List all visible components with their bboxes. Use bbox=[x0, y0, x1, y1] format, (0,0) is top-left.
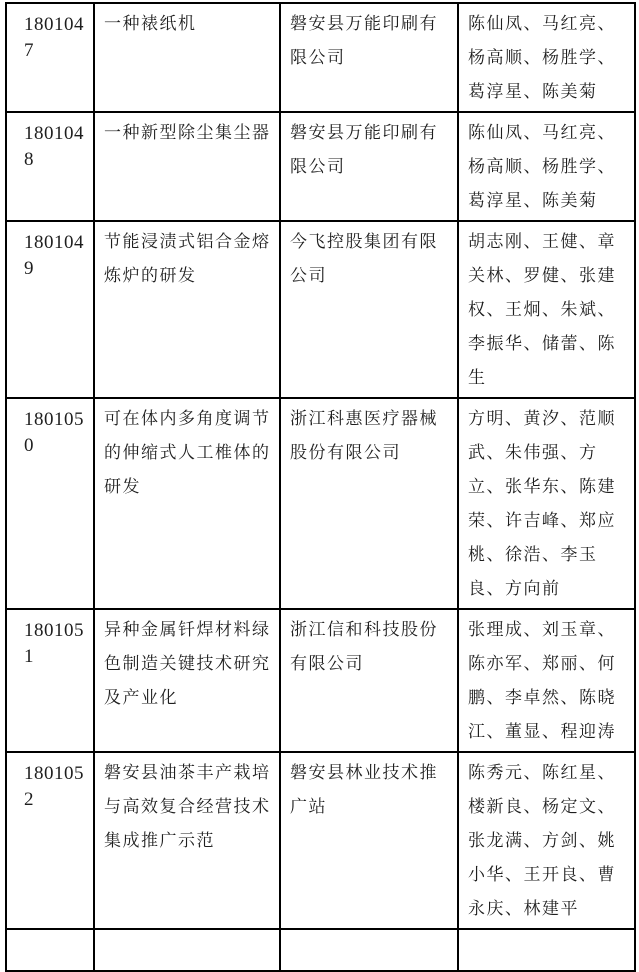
project-id-cell: 1801052 bbox=[6, 752, 94, 929]
project-id-cell: 1801050 bbox=[6, 398, 94, 609]
people-cell: 方明、黄汐、范顺武、朱伟强、方立、张华东、陈建荣、许吉峰、郑应桃、徐浩、李玉良、方向前 bbox=[458, 398, 635, 609]
table-row bbox=[6, 609, 635, 752]
table-row bbox=[6, 112, 635, 221]
project-title-cell: 一种裱纸机 bbox=[94, 3, 280, 112]
table-row bbox=[6, 221, 635, 398]
project-title-cell: 磐安县油茶丰产栽培与高效复合经营技术集成推广示范 bbox=[94, 752, 280, 929]
table-row bbox=[6, 3, 635, 112]
project-title-cell: 节能浸渍式铝合金熔炼炉的研发 bbox=[94, 221, 280, 398]
company-cell: 浙江科惠医疗器械股份有限公司 bbox=[280, 398, 458, 609]
people-cell: 胡志刚、王健、章关林、罗健、张建权、王炯、朱斌、李振华、储蕾、陈生 bbox=[458, 221, 635, 398]
company-cell: 浙江信和科技股份有限公司 bbox=[280, 609, 458, 752]
people-cell: 陈秀元、陈红星、楼新良、杨定文、张龙满、方剑、姚小华、王开良、曹永庆、林建平 bbox=[458, 752, 635, 929]
project-title-cell: 异种金属钎焊材料绿色制造关键技术研究及产业化 bbox=[94, 609, 280, 752]
table-row bbox=[6, 752, 635, 929]
people-cell: 陈仙凤、马红亮、杨高顺、杨胜学、葛淳星、陈美菊 bbox=[458, 112, 635, 221]
company-cell: 今飞控股集团有限公司 bbox=[280, 221, 458, 398]
project-id-cell: 1801051 bbox=[6, 609, 94, 752]
company-cell bbox=[280, 929, 458, 971]
project-title-cell bbox=[94, 929, 280, 971]
people-cell bbox=[458, 929, 635, 971]
people-cell: 陈仙凤、马红亮、杨高顺、杨胜学、葛淳星、陈美菊 bbox=[458, 3, 635, 112]
table-row-partial bbox=[6, 929, 635, 971]
people-cell: 张理成、刘玉章、陈亦军、郑丽、何鹏、李卓然、陈晓江、董显、程迎涛 bbox=[458, 609, 635, 752]
project-id-cell: 1801047 bbox=[6, 3, 94, 112]
project-id-cell bbox=[6, 929, 94, 971]
table-row bbox=[6, 398, 635, 609]
project-title-cell: 一种新型除尘集尘器 bbox=[94, 112, 280, 221]
company-cell: 磐安县万能印刷有限公司 bbox=[280, 112, 458, 221]
company-cell: 磐安县万能印刷有限公司 bbox=[280, 3, 458, 112]
company-cell: 磐安县林业技术推广站 bbox=[280, 752, 458, 929]
project-id-cell: 1801049 bbox=[6, 221, 94, 398]
projects-table bbox=[5, 2, 636, 972]
project-title-cell: 可在体内多角度调节的伸缩式人工椎体的研发 bbox=[94, 398, 280, 609]
project-id-cell: 1801048 bbox=[6, 112, 94, 221]
